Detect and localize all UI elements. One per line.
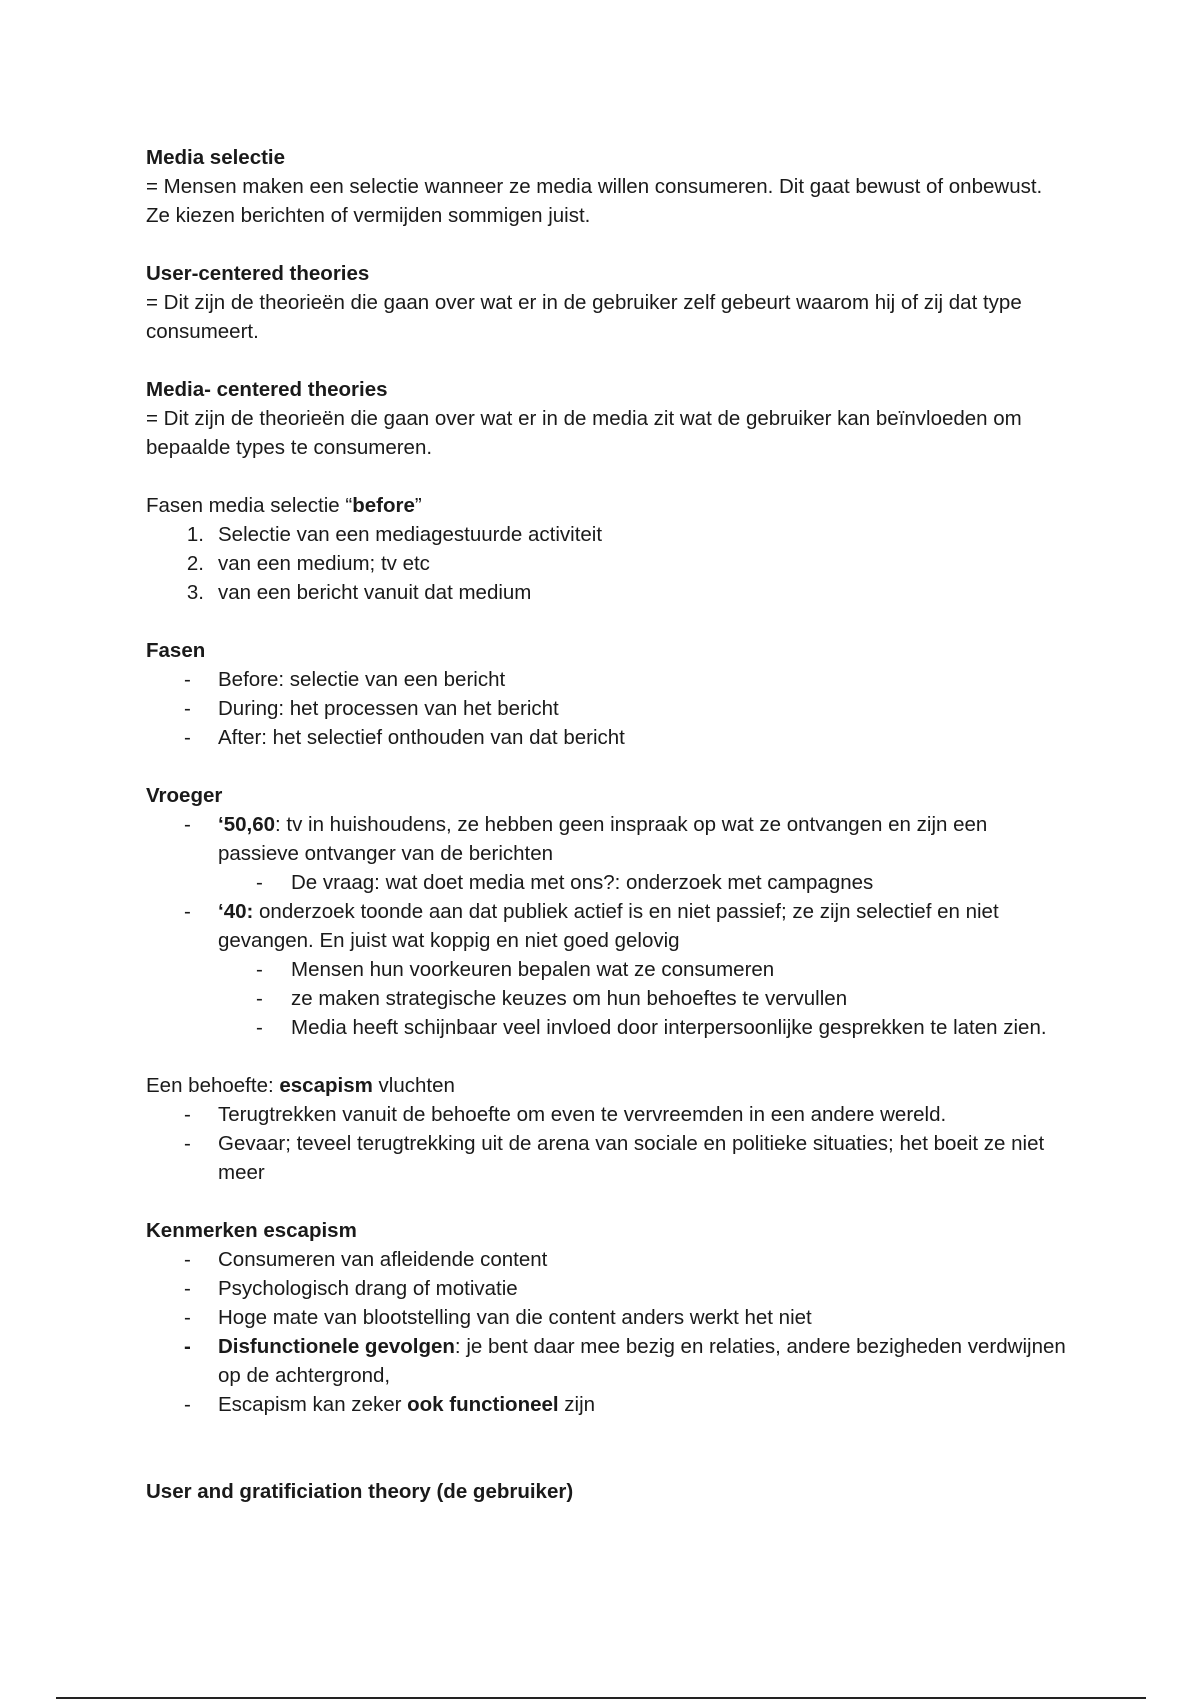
list-item-text: Selectie van een mediagestuurde activiteit <box>218 523 603 546</box>
section-fasen-before <box>146 491 1066 607</box>
list-item <box>146 694 1066 723</box>
sub-list-item-text: De vraag: wat doet media met ons?: onderzoek met campagnes <box>291 871 874 894</box>
list-item-text: Hoge mate van blootstelling van die content anders werkt het niet <box>218 1306 812 1329</box>
dash-bullet: - <box>184 813 191 836</box>
document-body <box>146 143 1066 1506</box>
list-item <box>146 549 1066 578</box>
kenmerken-item5-bold: ook functioneel <box>407 1393 559 1416</box>
definition-media-selectie: = Mensen maken een selectie wanneer ze media willen consumeren. Dit gaat bewust of onbewust. Ze kiezen berichten of vermijden sommigen juist. <box>146 175 1043 227</box>
dash-bullet: - <box>256 1016 263 1039</box>
behoefte-list <box>146 1100 1066 1187</box>
list-item <box>146 1390 1066 1419</box>
list-item <box>146 810 1066 897</box>
section-fasen <box>146 636 1066 752</box>
dash-bullet: - <box>256 958 263 981</box>
fasen-before-intro <box>146 491 1066 520</box>
kenmerken-item4-bold: Disfunctionele gevolgen <box>218 1335 455 1358</box>
dash-bullet: - <box>184 726 191 749</box>
list-item <box>146 578 1066 607</box>
sub-list-item-text: ze maken strategische keuzes om hun behoeftes te vervullen <box>291 987 848 1010</box>
spacer <box>146 1419 1066 1477</box>
dash-bullet: - <box>184 1248 191 1271</box>
section-user-centered <box>146 259 1066 346</box>
section-media-selectie <box>146 143 1066 230</box>
vroeger-item2-bold: ‘40: <box>218 900 254 923</box>
kenmerken-item4-text: : je bent daar mee bezig en relaties, andere bezigheden verdwijnen op de achtergrond, <box>218 1335 1066 1387</box>
definition-user-centered: = Dit zijn de theorieën die gaan over wat er in de gebruiker zelf gebeurt waarom hij of zij dat type consumeert. <box>146 291 1022 343</box>
list-item-text: van een medium; tv etc <box>218 552 430 575</box>
fasen-before-list <box>146 520 1066 607</box>
sub-list-item <box>146 868 1066 897</box>
definition-media-centered: = Dit zijn de theorieën die gaan over wat er in de media zit wat de gebruiker kan beïnvloeden om bepaalde types te consumeren. <box>146 407 1022 459</box>
list-item <box>146 520 1066 549</box>
section-user-gratification <box>146 1477 1066 1506</box>
list-item-text: Terugtrekken vanuit de behoefte om even te vervreemden in een andere wereld. <box>218 1103 947 1126</box>
dash-bullet: - <box>184 1306 191 1329</box>
fasen-before-intro-prefix: Fasen media selectie “ <box>146 494 353 517</box>
list-item-text: After: het selectief onthouden van dat bericht <box>218 726 625 749</box>
behoefte-intro-suffix: vluchten <box>372 1074 455 1097</box>
fasen-before-intro-suffix: ” <box>414 494 422 517</box>
sub-list-item <box>146 1013 1066 1042</box>
heading-user-gratification: User and gratificiation theory (de gebruiker) <box>146 1480 574 1503</box>
list-number: 3. <box>186 581 204 604</box>
fasen-list <box>146 665 1066 752</box>
vroeger-item1-sublist <box>218 868 1066 897</box>
vroeger-item2-sublist <box>218 955 1066 1042</box>
heading-fasen: Fasen <box>146 639 206 662</box>
list-item-text: Gevaar; teveel terugtrekking uit de arena van sociale en politieke situaties; het boeit ze niet meer <box>218 1132 1045 1184</box>
heading-user-centered: User-centered theories <box>146 262 370 285</box>
heading-kenmerken: Kenmerken escapism <box>146 1219 357 1242</box>
list-item-text: Consumeren van afleidende content <box>218 1248 548 1271</box>
list-item-text: Psychologisch drang of motivatie <box>218 1277 518 1300</box>
dash-bullet: - <box>256 871 263 894</box>
kenmerken-item5-suffix: zijn <box>558 1393 596 1416</box>
dash-bullet: - <box>184 900 191 923</box>
list-item <box>146 1100 1066 1129</box>
section-behoefte <box>146 1071 1066 1187</box>
dash-bullet: - <box>184 1335 191 1358</box>
list-item-text: Before: selectie van een bericht <box>218 668 506 691</box>
section-media-centered <box>146 375 1066 462</box>
sub-list-item <box>146 984 1066 1013</box>
dash-bullet: - <box>184 1393 191 1416</box>
behoefte-intro-bold: escapism <box>279 1074 373 1097</box>
dash-bullet: - <box>184 697 191 720</box>
page-bottom-rule <box>56 1697 1146 1699</box>
vroeger-list <box>146 810 1066 1042</box>
vroeger-item1-bold: ‘50,60 <box>218 813 275 836</box>
list-item <box>146 897 1066 1042</box>
list-item <box>146 1303 1066 1332</box>
section-kenmerken <box>146 1216 1066 1419</box>
list-item <box>146 1274 1066 1303</box>
list-item <box>146 1332 1066 1390</box>
behoefte-intro <box>146 1071 1066 1100</box>
list-number: 1. <box>186 523 204 546</box>
list-item-text: van een bericht vanuit dat medium <box>218 581 532 604</box>
kenmerken-list <box>146 1245 1066 1419</box>
dash-bullet: - <box>184 1277 191 1300</box>
sub-list-item-text: Mensen hun voorkeuren bepalen wat ze consumeren <box>291 958 775 981</box>
vroeger-item2-text: onderzoek toonde aan dat publiek actief is en niet passief; ze zijn selectief en niet gevangen. En juist wat koppig en niet goed gelovig <box>218 900 999 952</box>
dash-bullet: - <box>256 987 263 1010</box>
sub-list-item <box>146 955 1066 984</box>
heading-vroeger: Vroeger <box>146 784 223 807</box>
list-item-text: During: het processen van het bericht <box>218 697 559 720</box>
dash-bullet: - <box>184 1103 191 1126</box>
list-item <box>146 665 1066 694</box>
list-item <box>146 723 1066 752</box>
list-item <box>146 1245 1066 1274</box>
behoefte-intro-prefix: Een behoefte: <box>146 1074 280 1097</box>
list-number: 2. <box>186 552 204 575</box>
heading-media-selectie: Media selectie <box>146 146 286 169</box>
heading-media-centered: Media- centered theories <box>146 378 388 401</box>
dash-bullet: - <box>184 1132 191 1155</box>
fasen-before-intro-bold: before <box>352 494 415 517</box>
dash-bullet: - <box>184 668 191 691</box>
vroeger-item1-text: : tv in huishoudens, ze hebben geen inspraak op wat ze ontvangen en zijn een passieve ontvanger van de berichten <box>218 813 988 865</box>
sub-list-item-text: Media heeft schijnbaar veel invloed door interpersoonlijke gesprekken te laten zien. <box>291 1016 1047 1039</box>
list-item <box>146 1129 1066 1187</box>
section-vroeger <box>146 781 1066 1042</box>
kenmerken-item5-prefix: Escapism kan zeker <box>218 1393 408 1416</box>
